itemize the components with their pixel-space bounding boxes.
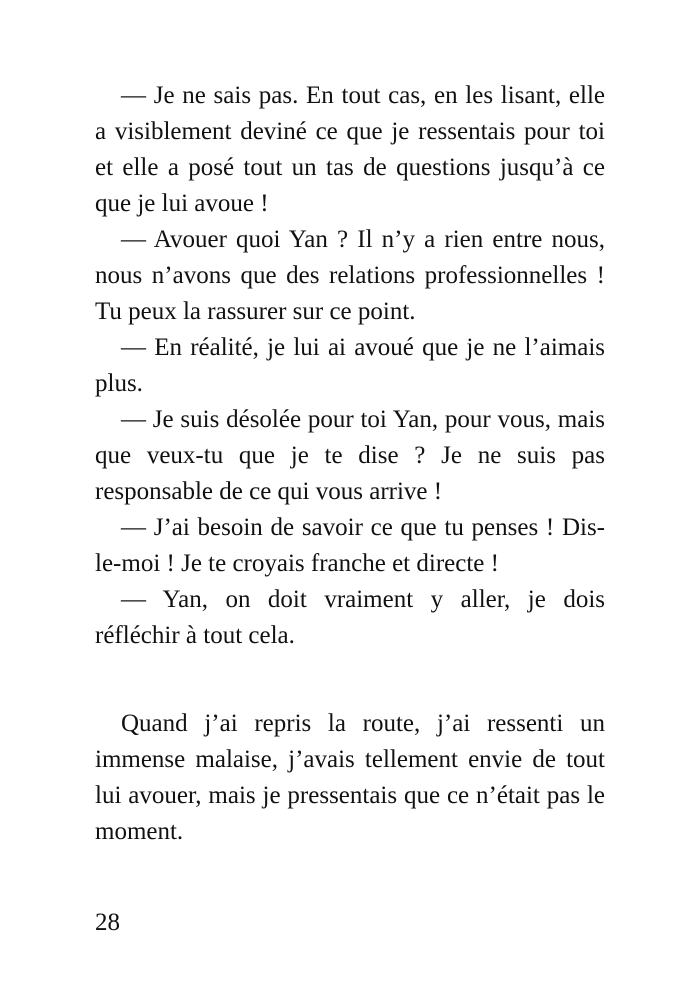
paragraph-1: — Je ne sais pas. En tout cas, en les lisant, elle a visiblement deviné ce que je ressentais pour toi et elle a posé tout un tas de questions jusqu’à ce que je lui avoue ! <box>95 82 605 217</box>
page-number: 28 <box>95 909 120 936</box>
paragraph-6: — Yan, on doit vraiment y aller, je dois réfléchir à tout cela. <box>95 586 605 649</box>
paragraph-5: — J’ai besoin de savoir ce que tu penses ! Dis-le-moi ! Je te croyais franche et directe ! <box>95 514 605 577</box>
paragraph-4: — Je suis désolée pour toi Yan, pour vous, mais que veux-tu que je te dise ? Je ne suis pas responsable de ce qui vous arrive ! <box>95 406 605 505</box>
paragraph-7: Quand j’ai repris la route, j’ai ressenti un immense malaise, j’avais tellement envie de tout lui avouer, mais je pressentais que ce n’était pas le moment. <box>95 710 605 845</box>
dialogue-section <box>95 78 605 654</box>
paragraph-2: — Avouer quoi Yan ? Il n’y a rien entre nous, nous n’avons que des relations professionnelles ! Tu peux la rassurer sur ce point. <box>95 226 605 325</box>
paragraph-3: — En réalité, je lui ai avoué que je ne l’aimais plus. <box>95 334 605 397</box>
narration-section <box>95 706 605 850</box>
